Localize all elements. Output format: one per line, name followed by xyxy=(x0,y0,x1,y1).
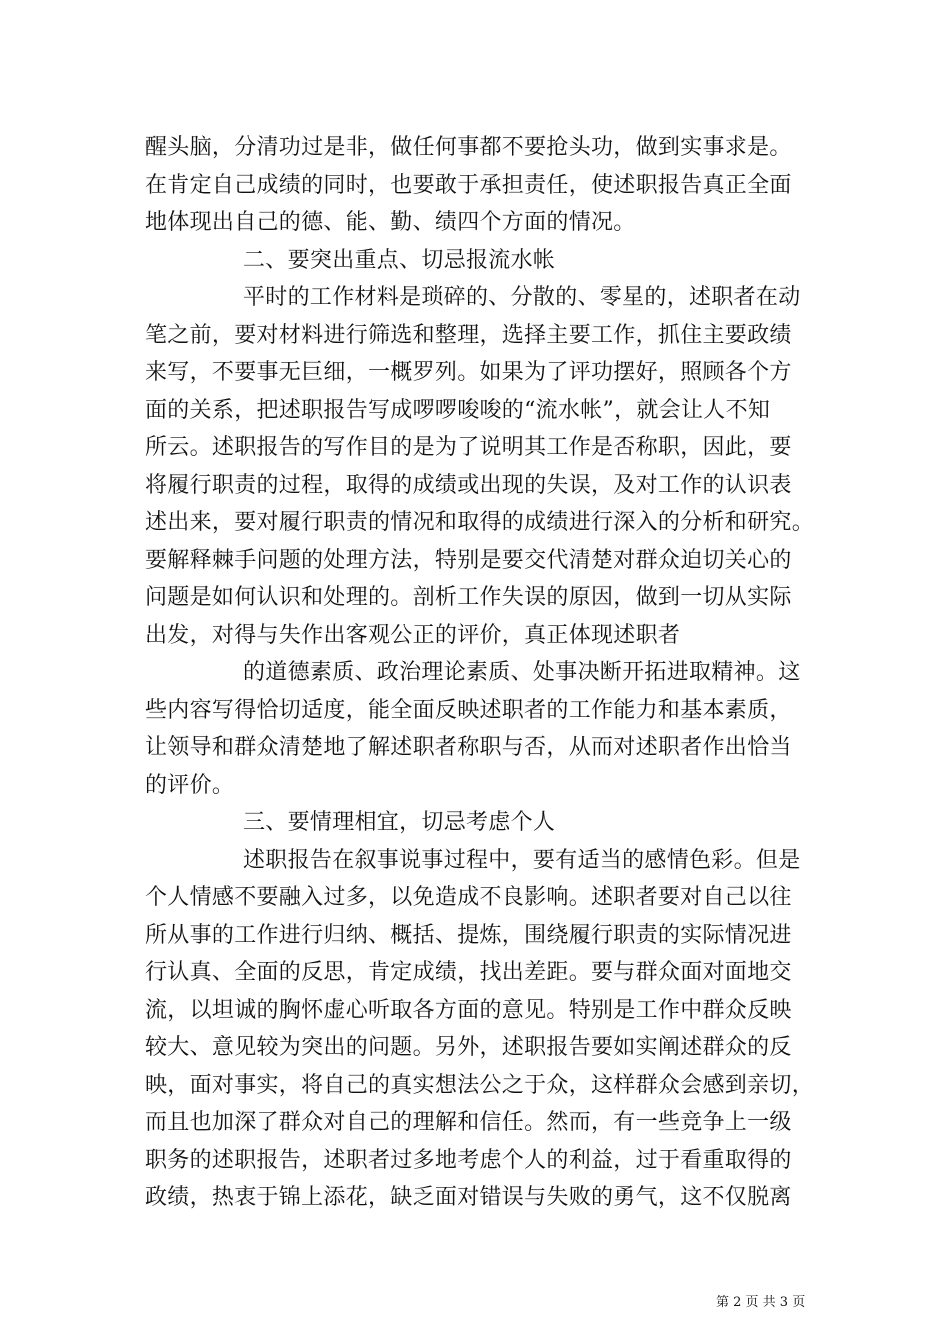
text-line: 个人情感不要融入过多，以免造成不良影响。述职者要对自己以往 xyxy=(145,885,792,910)
text-line: 而且也加深了群众对自己的理解和信任。然而，有一些竞争上一级 xyxy=(145,1110,792,1135)
text-line: 所云。述职报告的写作目的是为了说明其工作是否称职，因此，要 xyxy=(145,435,792,460)
text-line: 让领导和群众清楚地了解述职者称职与否，从而对述职者作出恰当 xyxy=(145,735,792,760)
text-line: 笔之前，要对材料进行筛选和整理，选择主要工作，抓住主要政绩 xyxy=(145,323,792,348)
text-line: 要解释棘手问题的处理方法，特别是要交代清楚对群众迫切关心的 xyxy=(145,548,792,573)
text-line: 所从事的工作进行归纳、概括、提炼，围绕履行职责的实际情况进 xyxy=(145,923,792,948)
text-line: 的评价。 xyxy=(145,773,235,798)
text-line: 述职报告在叙事说事过程中，要有适当的感情色彩。但是 xyxy=(243,848,801,873)
text-line: 出发，对得与失作出客观公正的评价，真正体现述职者 xyxy=(145,623,681,648)
text-line: 述出来，要对履行职责的情况和取得的成绩进行深入的分析和研究。 xyxy=(145,510,815,535)
text-line: 问题是如何认识和处理的。剖析工作失误的原因，做到一切从实际 xyxy=(145,585,792,610)
text-line: 映，面对事实，将自己的真实想法公之于众，这样群众会感到亲切， xyxy=(145,1073,815,1098)
text-line: 在肯定自己成绩的同时，也要敢于承担责任，使述职报告真正全面 xyxy=(145,173,792,198)
text-line: 的道德素质、政治理论素质、处事决断开拓进取精神。这 xyxy=(243,660,801,685)
text-line: 醒头脑，分清功过是非，做任何事都不要抢头功，做到实事求是。 xyxy=(145,135,792,160)
text-line: 职务的述职报告，述职者过多地考虑个人的利益，过于看重取得的 xyxy=(145,1148,792,1173)
text-line: 政绩，热衷于锦上添花，缺乏面对错误与失败的勇气，这不仅脱离 xyxy=(145,1185,792,1210)
page-footer: 第 2 页 共 3 页 xyxy=(716,1295,806,1310)
text-line: 将履行职责的过程，取得的成绩或出现的失误，及对工作的认识表 xyxy=(145,473,792,498)
section-heading-2: 二、要突出重点、切忌报流水帐 xyxy=(243,248,556,273)
text-line: 平时的工作材料是琐碎的、分散的、零星的，述职者在动 xyxy=(243,285,801,310)
text-line: 流，以坦诚的胸怀虚心听取各方面的意见。特别是工作中群众反映 xyxy=(145,998,792,1023)
text-line: 些内容写得恰切适度，能全面反映述职者的工作能力和基本素质， xyxy=(145,698,792,723)
text-line: 面的关系，把述职报告写成啰啰唆唆的“流水帐”，就会让人不知 xyxy=(145,398,771,423)
text-line: 来写，不要事无巨细，一概罗列。如果为了评功摆好，照顾各个方 xyxy=(145,360,792,385)
text-line: 地体现出自己的德、能、勤、绩四个方面的情况。 xyxy=(145,210,636,235)
text-line: 较大、意见较为突出的问题。另外，述职报告要如实阐述群众的反 xyxy=(145,1035,792,1060)
section-heading-3: 三、要情理相宜，切忌考虑个人 xyxy=(243,810,556,835)
text-line: 行认真、全面的反思，肯定成绩，找出差距。要与群众面对面地交 xyxy=(145,960,792,985)
